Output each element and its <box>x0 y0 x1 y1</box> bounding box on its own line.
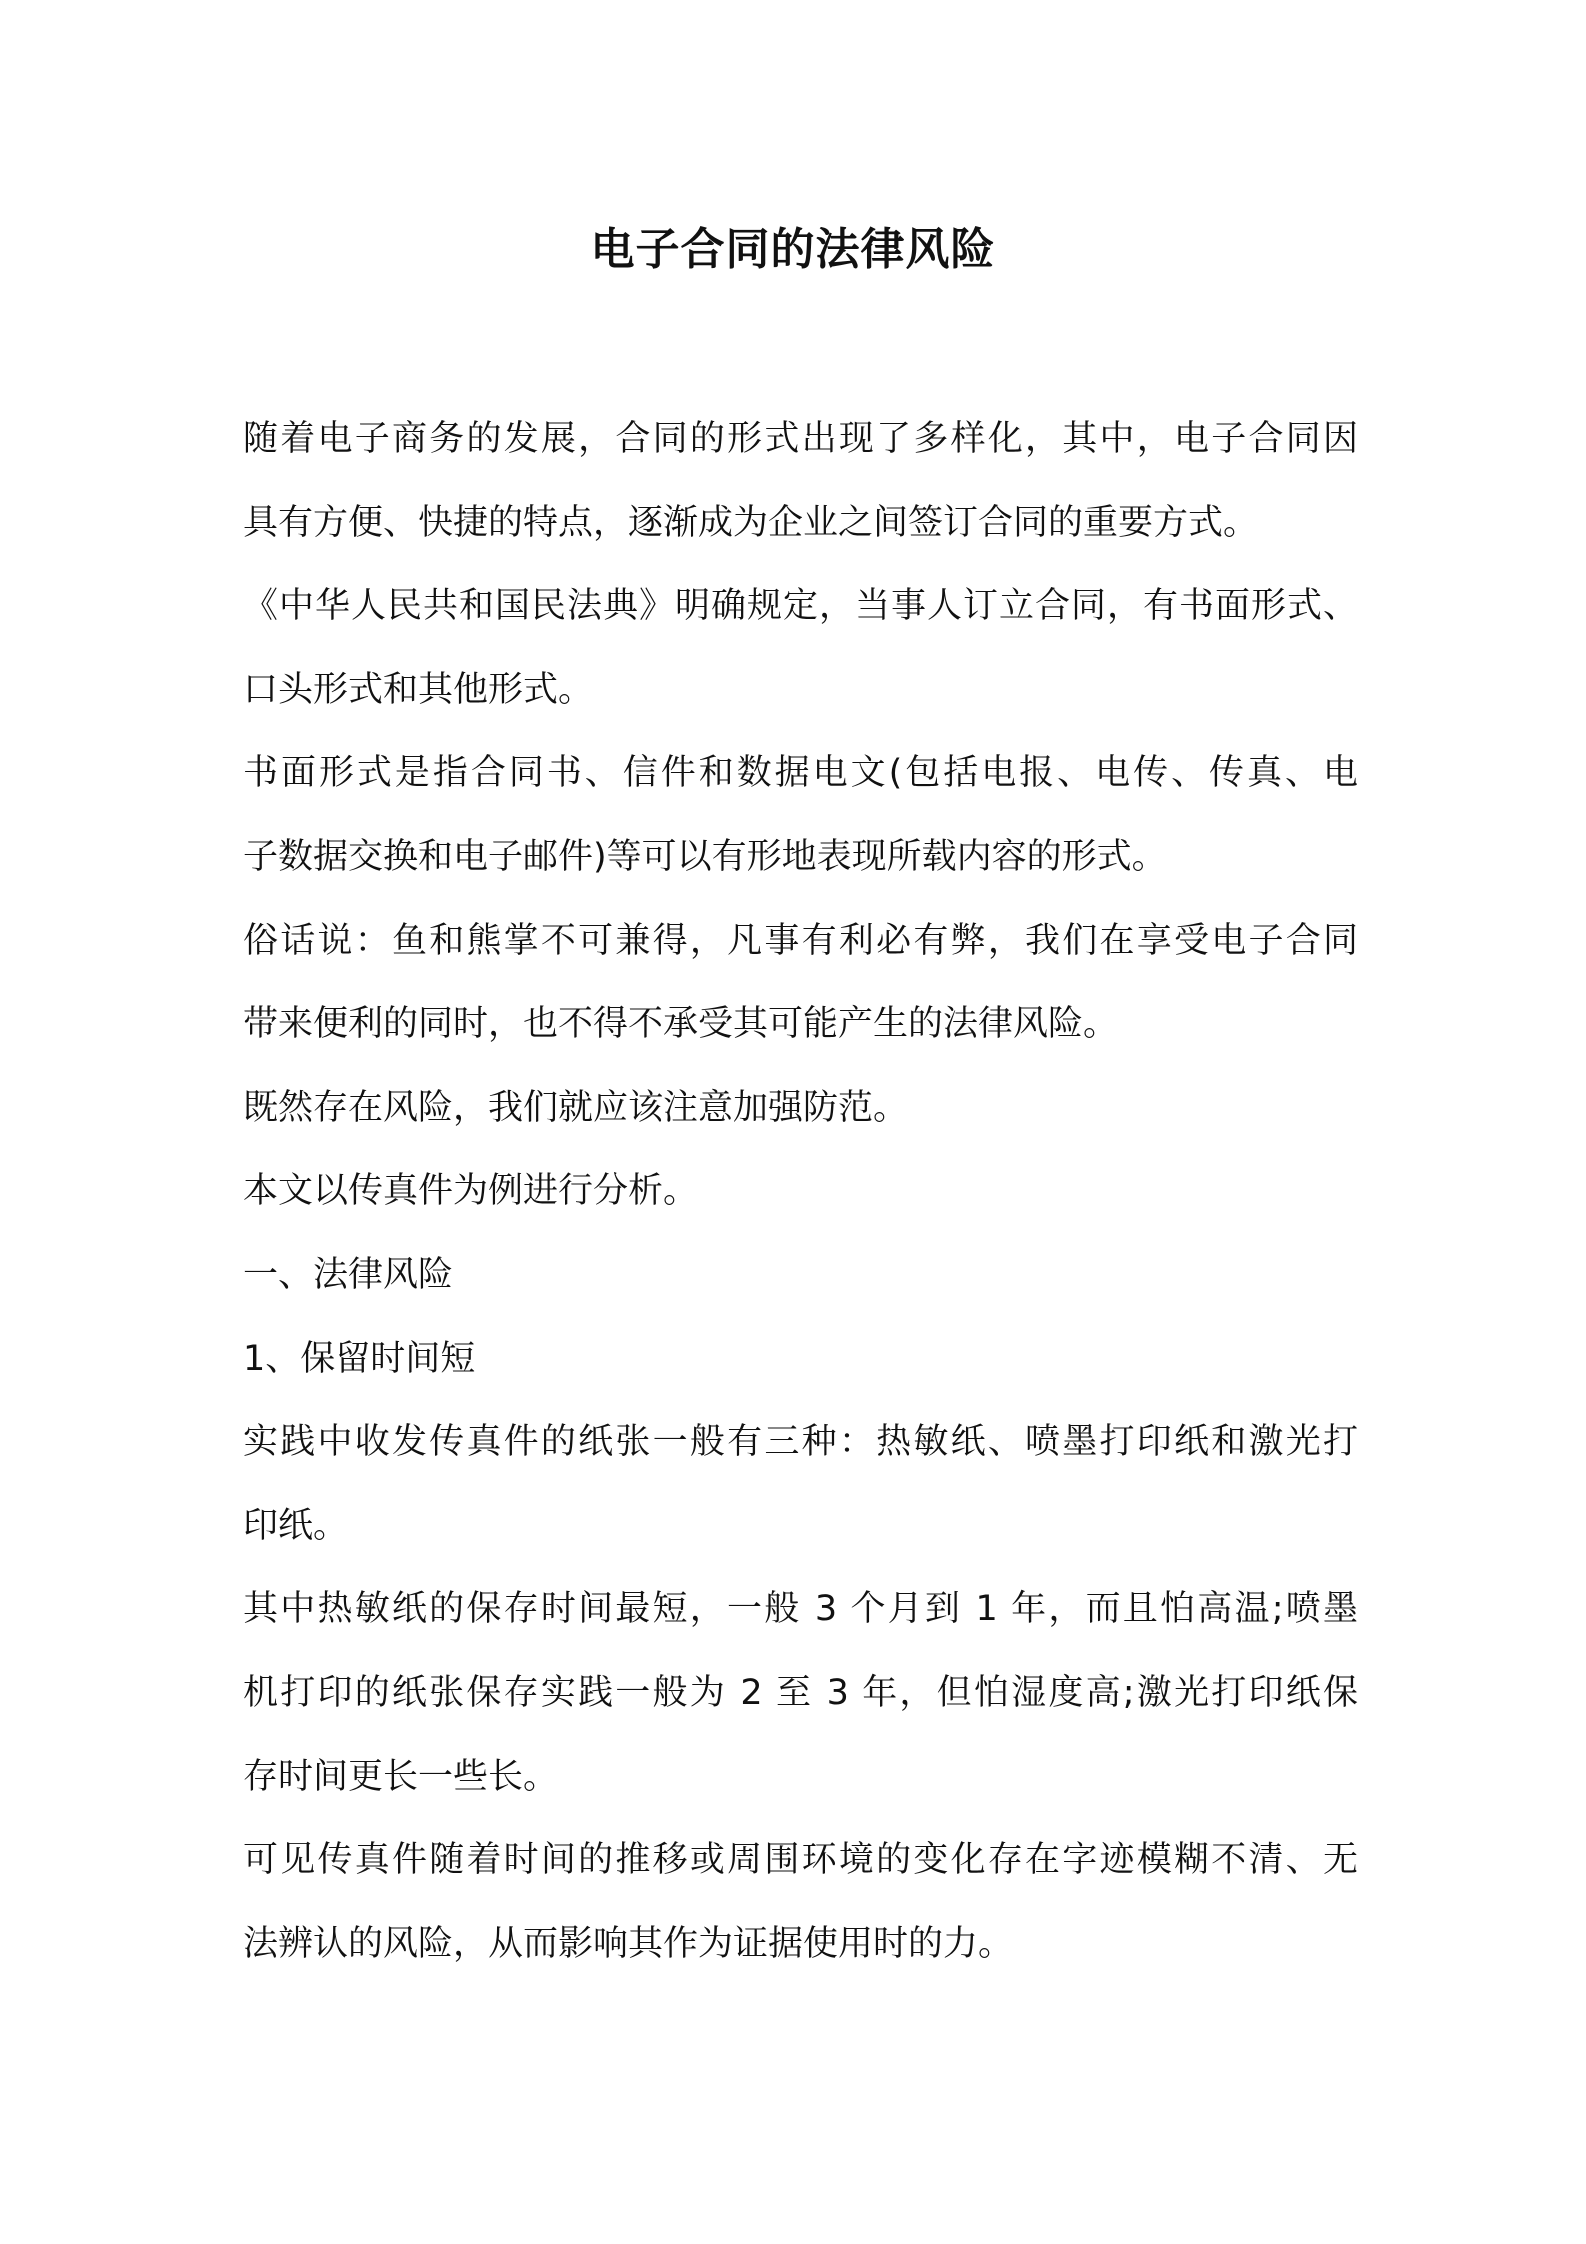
section-heading: 一、法律风险 <box>243 1254 454 1295</box>
body-line: 俗话说：鱼和熊掌不可兼得，凡事有利必有弊，我们在享受电子合同 <box>243 920 1358 961</box>
body-line: 存时间更长一些长。 <box>243 1756 559 1797</box>
body-line: 实践中收发传真件的纸张一般有三种：热敏纸、喷墨打印纸和激光打 <box>243 1422 1358 1463</box>
document-body <box>243 398 1358 1986</box>
body-line: 随着电子商务的发展，合同的形式出现了多样化，其中，电子合同因 <box>243 419 1358 459</box>
body-line: 法辨认的风险，从而影响其作为证据使用时的力。 <box>243 1923 1014 1964</box>
body-line: 其中热敏纸的保存时间最短，一般 3 个月到 1 年，而且怕高温;喷墨 <box>243 1589 1358 1630</box>
body-line: 机打印的纸张保存实践一般为 2 至 3 年，但怕湿度高;激光打印纸保 <box>243 1672 1358 1713</box>
body-line: 可见传真件随着时间的推移或周围环境的变化存在字迹模糊不清、无 <box>243 1840 1358 1881</box>
body-line: 口头形式和其他形式。 <box>243 669 594 710</box>
body-line: 既然存在风险，我们就应该注意加强防范。 <box>243 1087 909 1128</box>
subsection-heading: 1、保留时间短 <box>243 1338 476 1379</box>
body-line: 子数据交换和电子邮件)等可以有形地表现所载内容的形式。 <box>243 836 1167 877</box>
body-line: 带来便利的同时，也不得不承受其可能产生的法律风险。 <box>243 1004 1119 1045</box>
body-line: 《中华人民共和国民法典》明确规定，当事人订立合同，有书面形式、 <box>243 586 1358 627</box>
body-line: 印纸。 <box>243 1505 349 1546</box>
body-line: 本文以传真件为例进行分析。 <box>243 1171 699 1212</box>
body-line: 书面形式是指合同书、信件和数据电文(包括电报、电传、传真、电 <box>243 753 1358 794</box>
document-title: 电子合同的法律风险 <box>590 224 996 275</box>
body-line: 具有方便、快捷的特点，逐渐成为企业之间签订合同的重要方式。 <box>243 502 1259 543</box>
